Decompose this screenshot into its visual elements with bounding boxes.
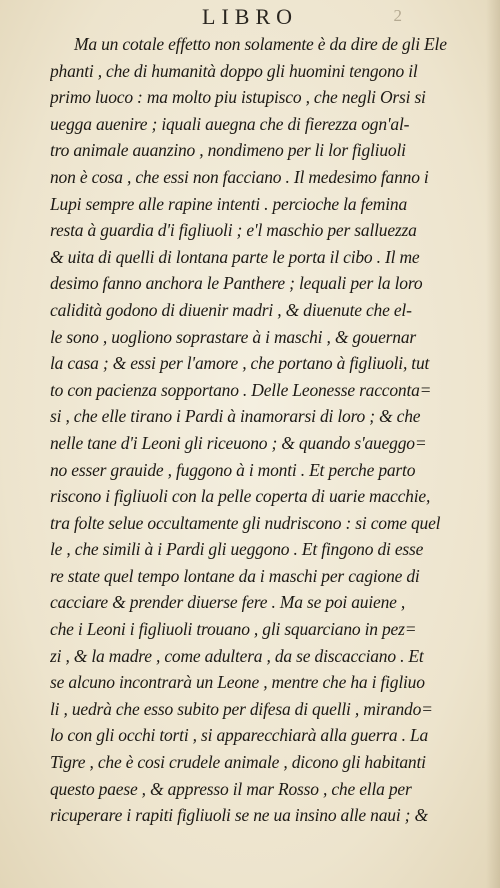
text-line: re state quel tempo lontane da i maschi per cagione di — [50, 565, 420, 586]
text-line: tro animale auanzino , nondimeno per li lor figliuoli — [50, 140, 406, 161]
text-line: li , uedrà che esso subito per difesa di quelli , mirando= — [50, 698, 433, 719]
text-line: che i Leoni i figliuoli trouano , gli squarciano in pez= — [50, 619, 417, 640]
text-line: Tigre , che è cosi crudele animale , dicono gli habitanti — [50, 752, 426, 773]
text-line: si , che elle tirano i Pardi à inamorarsi di loro ; & che — [50, 406, 421, 427]
body-text — [50, 31, 490, 829]
text-line: phanti , che di humanità doppo gli huomini tengono il — [50, 60, 418, 81]
text-line: questo paese , & appresso il mar Rosso , che ella per — [50, 778, 412, 799]
text-line: riscono i figliuoli con la pelle coperta di uarie macchie, — [50, 486, 431, 507]
text-line: calidità godono di diuenir madri , & diuenute che el- — [50, 299, 412, 320]
running-title: LIBRO — [202, 4, 298, 29]
text-line: la casa ; & essi per l'amore , che portano à figliuoli, tut — [50, 353, 430, 374]
text-line: tra folte selue occultamente gli nudriscono : si come quel — [50, 512, 441, 533]
text-line: se alcuno incontrarà un Leone , mentre che ha i figliuo — [50, 672, 425, 693]
text-line: zi , & la madre , come adultera , da se discacciano . Et — [50, 645, 424, 666]
text-line: ricuperare i rapiti figliuoli se ne ua insino alle naui ; & — [50, 805, 428, 826]
text-line: Ma un cotale effetto non solamente è da dire de gli Ele — [74, 34, 447, 54]
text-line: no esser grauide , fuggono à i monti . Et perche parto — [50, 459, 416, 480]
text-line: Lupi sempre alle rapine intenti . percioche la femina — [50, 193, 407, 214]
text-line: resta à guardia d'i figliuoli ; e'l maschio per salluezza — [50, 220, 417, 241]
text-line: desimo fanno anchora le Panthere ; lequali per la loro — [50, 273, 423, 294]
text-line: to con pacienza sopportano . Delle Leonesse racconta= — [50, 379, 432, 400]
text-line: primo luoco : ma molto piu istupisco , che negli Orsi si — [50, 87, 426, 108]
text-line: nelle tane d'i Leoni gli riceuono ; & quando s'aueggo= — [50, 432, 427, 453]
text-line: le sono , uogliono soprastare à i maschi , & gouernar — [50, 326, 416, 347]
text-line: non è cosa , che essi non facciano . Il medesimo fanno i — [50, 166, 429, 187]
page-number: 2 — [393, 6, 402, 25]
text-line: le , che simili à i Pardi gli ueggono . Et fingono di esse — [50, 539, 424, 560]
text-line: lo con gli occhi torti , si apparecchiarà alla guerra . La — [50, 725, 429, 746]
text-line: uegga auenire ; iquali auegna che di fierezza ogn'al- — [50, 113, 410, 134]
text-line: cacciare & prender diuerse fere . Ma se poi auiene , — [50, 592, 406, 613]
text-line: & uita di quelli di lontana parte le porta il cibo . Il me — [50, 246, 420, 267]
page-edge-shadow — [486, 0, 500, 888]
